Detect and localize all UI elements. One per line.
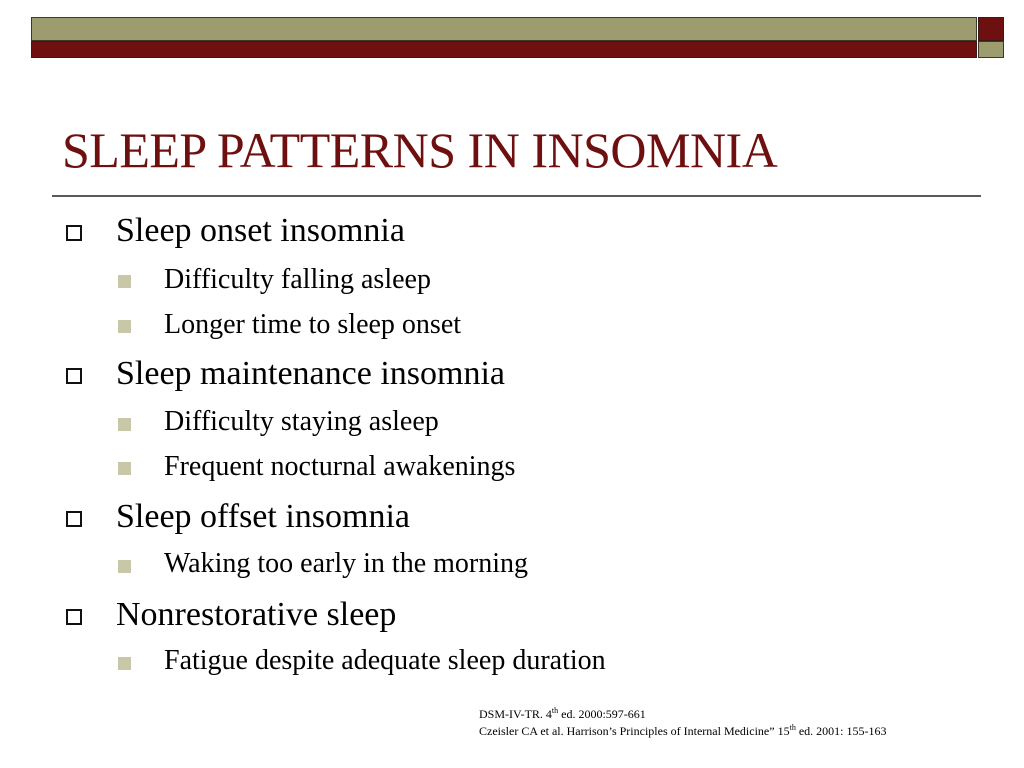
filled-square-bullet-icon [118, 560, 131, 573]
sub-bullet-item: Longer time to sleep onset [164, 309, 462, 340]
hollow-square-bullet-icon [66, 609, 82, 625]
sub-bullet-item: Frequent nocturnal awakenings [164, 451, 516, 482]
filled-square-bullet-icon [118, 320, 131, 333]
sub-bullet-item: Waking too early in the morning [164, 548, 528, 579]
filled-square-bullet-icon [118, 657, 131, 670]
bullet-item-sleep-maintenance: Sleep maintenance insomnia [116, 355, 505, 392]
filled-square-bullet-icon [118, 275, 131, 288]
hollow-square-bullet-icon [66, 368, 82, 384]
hollow-square-bullet-icon [66, 511, 82, 527]
bullet-item-sleep-offset: Sleep offset insomnia [116, 498, 410, 535]
filled-square-bullet-icon [118, 418, 131, 431]
reference-harrison: Czeisler CA et al. Harrison’s Principles of Internal Medicine” 15th ed. 2001: 155-163 [479, 723, 887, 738]
sub-bullet-item: Difficulty falling asleep [164, 264, 431, 295]
bullet-item-sleep-onset: Sleep onset insomnia [116, 212, 405, 249]
sub-bullet-item: Difficulty staying asleep [164, 406, 439, 437]
filled-square-bullet-icon [118, 462, 131, 475]
reference-dsm: DSM-IV-TR. 4th ed. 2000:597-661 [479, 706, 646, 721]
bullet-item-nonrestorative: Nonrestorative sleep [116, 596, 397, 633]
hollow-square-bullet-icon [66, 225, 82, 241]
references [479, 706, 886, 740]
sub-bullet-item: Fatigue despite adequate sleep duration [164, 645, 606, 676]
slide-title: SLEEP PATTERNS IN INSOMNIA [62, 122, 778, 178]
